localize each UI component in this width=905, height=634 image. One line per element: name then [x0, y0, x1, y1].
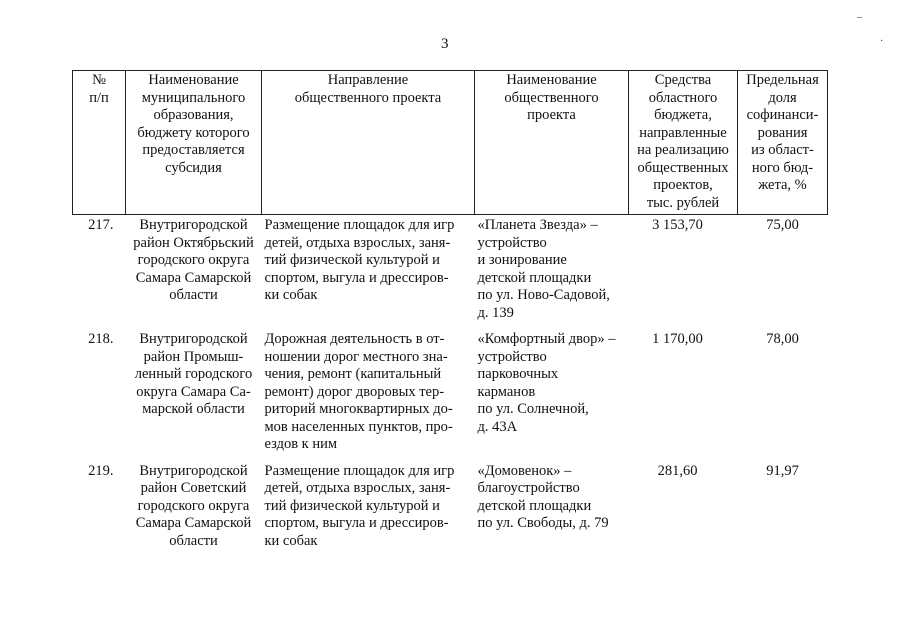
table-header-row [73, 71, 828, 215]
header-project: Наименование общественного проекта [504, 72, 599, 123]
row-project: «Комфортный двор» – устройство парковочных карманов по ул. Солнечной, д. 43А [477, 331, 616, 435]
row-share: 78,00 [766, 331, 799, 347]
subsidy-table [72, 70, 828, 557]
row-number: 218. [88, 331, 114, 347]
row-share: 75,00 [766, 217, 799, 233]
row-number: 217. [88, 217, 114, 233]
header-municipality: Наименование муниципального образования, бюджету которого предоставляется субсидия [137, 72, 250, 176]
row-municipality: Внутригородской район Октябрьский городского округа Самара Самарской области [133, 217, 254, 303]
header-funds: Средства областного бюджета, направленные на реализацию общественных проектов, тыс. рублей [637, 72, 729, 211]
row-municipality: Внутригородской район Промыш- ленный городского округа Самара Са- марской области [134, 331, 253, 417]
row-funds: 1 170,00 [652, 331, 703, 347]
page-number: 3 [441, 36, 449, 52]
row-number: 219. [88, 462, 114, 479]
table-row [73, 461, 828, 558]
scan-speck: · [880, 36, 884, 47]
table-row [73, 215, 828, 330]
header-number: № п/п [89, 72, 109, 106]
row-funds: 3 153,70 [652, 217, 703, 233]
row-funds: 281,60 [657, 462, 698, 479]
header-cell-municipality [126, 71, 262, 215]
scan-speck: – [857, 12, 862, 23]
header-cell-number [73, 71, 126, 215]
header-cell-funds [629, 71, 738, 215]
row-share: 91,97 [766, 462, 799, 479]
row-project: «Планета Звезда» – устройство и зонирование детской площадки по ул. Ново-Садовой, д. 139 [477, 217, 610, 321]
header-direction: Направление общественного проекта [294, 72, 442, 106]
header-cell-direction [262, 71, 475, 215]
row-direction: Размещение площадок для игр детей, отдыха взрослых, заня- тий физической культурой и спортом, выгула и дрессиров- ки собак [264, 462, 455, 549]
header-cell-share [738, 71, 828, 215]
row-municipality: Внутригородской район Советский городского округа Самара Самарской области [135, 462, 252, 549]
row-project: «Домовенок» – благоустройство детской площадки по ул. Свободы, д. 79 [477, 462, 609, 531]
header-share: Предельная доля софинанси- рования из област- ного бюд- жета, % [746, 72, 819, 193]
row-direction: Дорожная деятельность в от- ношении дорог местного зна- чения, ремонт (капитальный ремонт) дорог дворовых тер- риторий многоквартирных до- мов населенных пунктов, про- ездов к ним [264, 331, 453, 452]
header-cell-project [475, 71, 629, 215]
row-direction: Размещение площадок для игр детей, отдыха взрослых, заня- тий физической культурой и спортом, выгула и дрессиров- ки собак [264, 217, 455, 303]
table-row [73, 329, 828, 461]
